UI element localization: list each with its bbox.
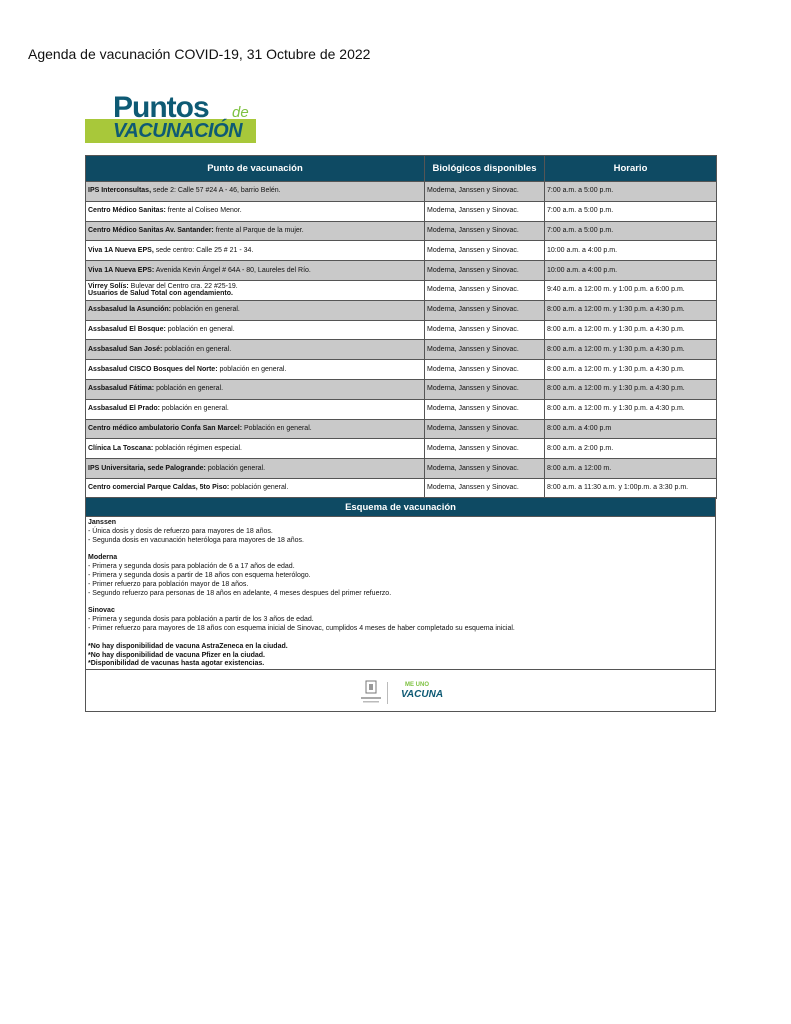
cell-punto xyxy=(86,261,425,281)
cell-biologicos: Moderna, Janssen y Sinovac. xyxy=(425,201,545,221)
esquema-line: - Primer refuerzo para mayores de 18 años con esquema inicial de Sinovac, cumplidos 4 meses de haber completado su esquema inicial. xyxy=(88,624,515,632)
table-row xyxy=(86,241,717,261)
vacuna-text: VACUNA xyxy=(401,689,444,700)
punto-name: Assbasalud Fátima: xyxy=(88,385,155,393)
punto-detail: frente al Coliseo Menor. xyxy=(165,207,242,215)
punto-name: Assbasalud la Asunción: xyxy=(88,306,171,314)
punto-detail: Bulevar del Centro cra. 22 #25-19. xyxy=(128,283,238,291)
cell-biologicos: Moderna, Janssen y Sinovac. xyxy=(425,221,545,241)
cell-punto xyxy=(86,300,425,320)
table-row xyxy=(86,379,717,399)
punto-name: IPS Interconsultas, xyxy=(88,187,152,195)
esquema-header: Esquema de vacunación xyxy=(85,497,716,517)
cell-horario: 10:00 a.m. a 4:00 p.m. xyxy=(545,261,717,281)
table-row xyxy=(86,300,717,320)
table-row xyxy=(86,419,717,439)
cell-horario: 8:00 a.m. a 12:00 m. xyxy=(545,459,717,479)
logo-vacunacion-text: VACUNACIÓN xyxy=(113,120,243,142)
cell-horario: 8:00 a.m. a 12:00 m. y 1:30 p.m. a 4:30 p.m. xyxy=(545,399,717,419)
table-row xyxy=(86,221,717,241)
esquema-section xyxy=(88,519,713,545)
esquema-section-title: Moderna xyxy=(88,554,118,562)
cell-punto xyxy=(86,399,425,419)
cell-punto xyxy=(86,419,425,439)
table-row xyxy=(86,360,717,380)
table-row xyxy=(86,399,717,419)
me-uno-text: ME UNO xyxy=(405,682,429,688)
cell-biologicos: Moderna, Janssen y Sinovac. xyxy=(425,261,545,281)
cell-horario: 7:00 a.m. a 5:00 p.m. xyxy=(545,201,717,221)
page-title: Agenda de vacunación COVID-19, 31 Octubre de 2022 xyxy=(28,46,371,62)
punto-detail: Población en general. xyxy=(242,424,312,432)
schedule-table xyxy=(85,155,717,499)
cell-biologicos: Moderna, Janssen y Sinovac. xyxy=(425,340,545,360)
cell-biologicos: Moderna, Janssen y Sinovac. xyxy=(425,241,545,261)
esquema-line: - Primera y segunda dosis para población a partir de los 3 años de edad. xyxy=(88,616,314,624)
cell-horario: 8:00 a.m. a 12:00 m. y 1:30 p.m. a 4:30 p.m. xyxy=(545,379,717,399)
cell-biologicos: Moderna, Janssen y Sinovac. xyxy=(425,459,545,479)
cell-horario: 7:00 a.m. a 5:00 p.m. xyxy=(545,182,717,202)
punto-name: Virrey Solís: xyxy=(88,283,129,291)
logo-puntos-text: Puntos xyxy=(113,91,209,124)
cell-horario: 8:00 a.m. a 4:00 p.m xyxy=(545,419,717,439)
footer-logo-separator xyxy=(387,682,388,704)
cell-horario: 8:00 a.m. a 12:00 m. y 1:30 p.m. a 4:30 p.m. xyxy=(545,340,717,360)
esquema-line: - Primera y segunda dosis para población de 6 a 17 años de edad. xyxy=(88,563,295,571)
cell-biologicos: Moderna, Janssen y Sinovac. xyxy=(425,439,545,459)
cell-punto xyxy=(86,241,425,261)
punto-detail: sede 2: Calle 57 #24 A - 46, barrio Belén. xyxy=(151,187,281,195)
column-header-horario: Horario xyxy=(545,156,717,182)
footer-divider xyxy=(85,669,716,670)
cell-biologicos: Moderna, Janssen y Sinovac. xyxy=(425,379,545,399)
cell-horario: 8:00 a.m. a 11:30 a.m. y 1:00p.m. a 3:30 p.m. xyxy=(545,478,717,498)
column-header-punto: Punto de vacunación xyxy=(86,156,425,182)
punto-name: Assbasalud El Prado: xyxy=(88,405,160,413)
esquema-section-title: Janssen xyxy=(88,519,117,526)
punto-detail: población en general. xyxy=(154,385,224,393)
table-row xyxy=(86,478,717,498)
punto-detail: población general. xyxy=(205,464,266,472)
punto-detail: sede centro: Calle 25 # 21 - 34. xyxy=(153,246,254,254)
punto-name: Assbasalud El Bosque: xyxy=(88,325,166,333)
cell-horario: 8:00 a.m. a 2:00 p.m. xyxy=(545,439,717,459)
table-row xyxy=(86,439,717,459)
punto-name: Viva 1A Nueva EPS, xyxy=(88,246,154,254)
punto-detail: población en general. xyxy=(170,306,240,314)
esquema-line: - Segundo refuerzo para personas de 18 años en adelante, 4 meses despues del primer refuerzo. xyxy=(88,589,392,597)
availability-note: *No hay disponibilidad de vacuna AstraZeneca en la ciudad. xyxy=(88,642,288,650)
punto-detail: población general. xyxy=(229,484,289,492)
cell-punto xyxy=(86,340,425,360)
cell-biologicos: Moderna, Janssen y Sinovac. xyxy=(425,399,545,419)
alcaldia-logo-icon xyxy=(360,680,382,704)
cell-biologicos: Moderna, Janssen y Sinovac. xyxy=(425,280,545,300)
punto-detail: población en general. xyxy=(162,345,232,353)
punto-name: Centro Médico Sanitas Av. Santander: xyxy=(88,226,214,234)
cell-biologicos: Moderna, Janssen y Sinovac. xyxy=(425,478,545,498)
punto-name: Centro comercial Parque Caldas, 5to Piso: xyxy=(88,484,230,492)
table-row xyxy=(86,459,717,479)
esquema-section xyxy=(88,554,713,598)
table-row xyxy=(86,280,717,300)
table-row xyxy=(86,261,717,281)
punto-detail: población régimen especial. xyxy=(153,444,242,452)
cell-biologicos: Moderna, Janssen y Sinovac. xyxy=(425,360,545,380)
cell-punto xyxy=(86,439,425,459)
punto-name: Assbasalud CISCO Bosques del Norte: xyxy=(88,365,218,373)
punto-detail: población en general. xyxy=(159,405,229,413)
table-row xyxy=(86,182,717,202)
esquema-line: - Única dosis y dosis de refuerzo para mayores de 18 años. xyxy=(88,527,273,535)
esquema-line: - Segunda dosis en vacunación heteróloga para mayores de 18 años. xyxy=(88,536,304,544)
cell-horario: 9:40 a.m. a 12:00 m. y 1:00 p.m. a 6:00 p.m. xyxy=(545,280,717,300)
punto-name: Centro Médico Sanitas: xyxy=(88,207,166,215)
punto-detail: frente al Parque de la mujer. xyxy=(213,226,304,234)
cell-punto xyxy=(86,201,425,221)
esquema-line: - Primer refuerzo para población mayor de 18 años. xyxy=(88,580,249,588)
cell-punto xyxy=(86,360,425,380)
punto-detail: Avenida Kevin Ángel # 64A - 80, Laureles del Río. xyxy=(154,266,311,274)
cell-punto xyxy=(86,379,425,399)
cell-biologicos: Moderna, Janssen y Sinovac. xyxy=(425,320,545,340)
esquema-line: - Primera y segunda dosis a partir de 18 años con esquema heterólogo. xyxy=(88,571,311,579)
cell-biologicos: Moderna, Janssen y Sinovac. xyxy=(425,300,545,320)
cell-horario: 8:00 a.m. a 12:00 m. y 1:30 p.m. a 4:30 p.m. xyxy=(545,320,717,340)
punto-detail: población en general. xyxy=(217,365,287,373)
punto-name: IPS Universitaria, sede Palogrande: xyxy=(88,464,206,472)
table-row xyxy=(86,201,717,221)
cell-horario: 8:00 a.m. a 12:00 m. y 1:30 p.m. a 4:30 p.m. xyxy=(545,300,717,320)
table-row xyxy=(86,340,717,360)
esquema-section xyxy=(88,607,713,633)
cell-biologicos: Moderna, Janssen y Sinovac. xyxy=(425,182,545,202)
cell-punto xyxy=(86,221,425,241)
punto-name: Clínica La Toscana: xyxy=(88,444,154,452)
me-uno-vacuna-logo xyxy=(397,682,443,702)
cell-punto xyxy=(86,320,425,340)
puntos-de-vacunacion-logo xyxy=(85,91,285,147)
cell-punto xyxy=(86,182,425,202)
punto-name: Assbasalud San José: xyxy=(88,345,163,353)
cell-punto xyxy=(86,459,425,479)
logo-de-text: de xyxy=(232,104,249,121)
column-header-biologicos: Biológicos disponibles xyxy=(425,156,545,182)
punto-detail: población en general. xyxy=(165,325,235,333)
cell-punto xyxy=(86,478,425,498)
punto-name: Centro médico ambulatorio Confa San Marcel: xyxy=(88,424,243,432)
cell-horario: 8:00 a.m. a 12:00 m. y 1:30 p.m. a 4:30 p.m. xyxy=(545,360,717,380)
cell-punto xyxy=(86,280,425,300)
table-row xyxy=(86,320,717,340)
punto-name: Viva 1A Nueva EPS: xyxy=(88,266,155,274)
punto-note: Usuarios de Salud Total con agendamiento. xyxy=(88,290,233,298)
cell-horario: 7:00 a.m. a 5:00 p.m. xyxy=(545,221,717,241)
cell-horario: 10:00 a.m. a 4:00 p.m. xyxy=(545,241,717,261)
availability-note: *Disponibilidad de vacunas hasta agotar existencias. xyxy=(88,660,265,668)
availability-note: *No hay disponibilidad de vacuna Pfizer en la ciudad. xyxy=(88,651,265,659)
cell-biologicos: Moderna, Janssen y Sinovac. xyxy=(425,419,545,439)
esquema-section-title: Sinovac xyxy=(88,607,115,615)
